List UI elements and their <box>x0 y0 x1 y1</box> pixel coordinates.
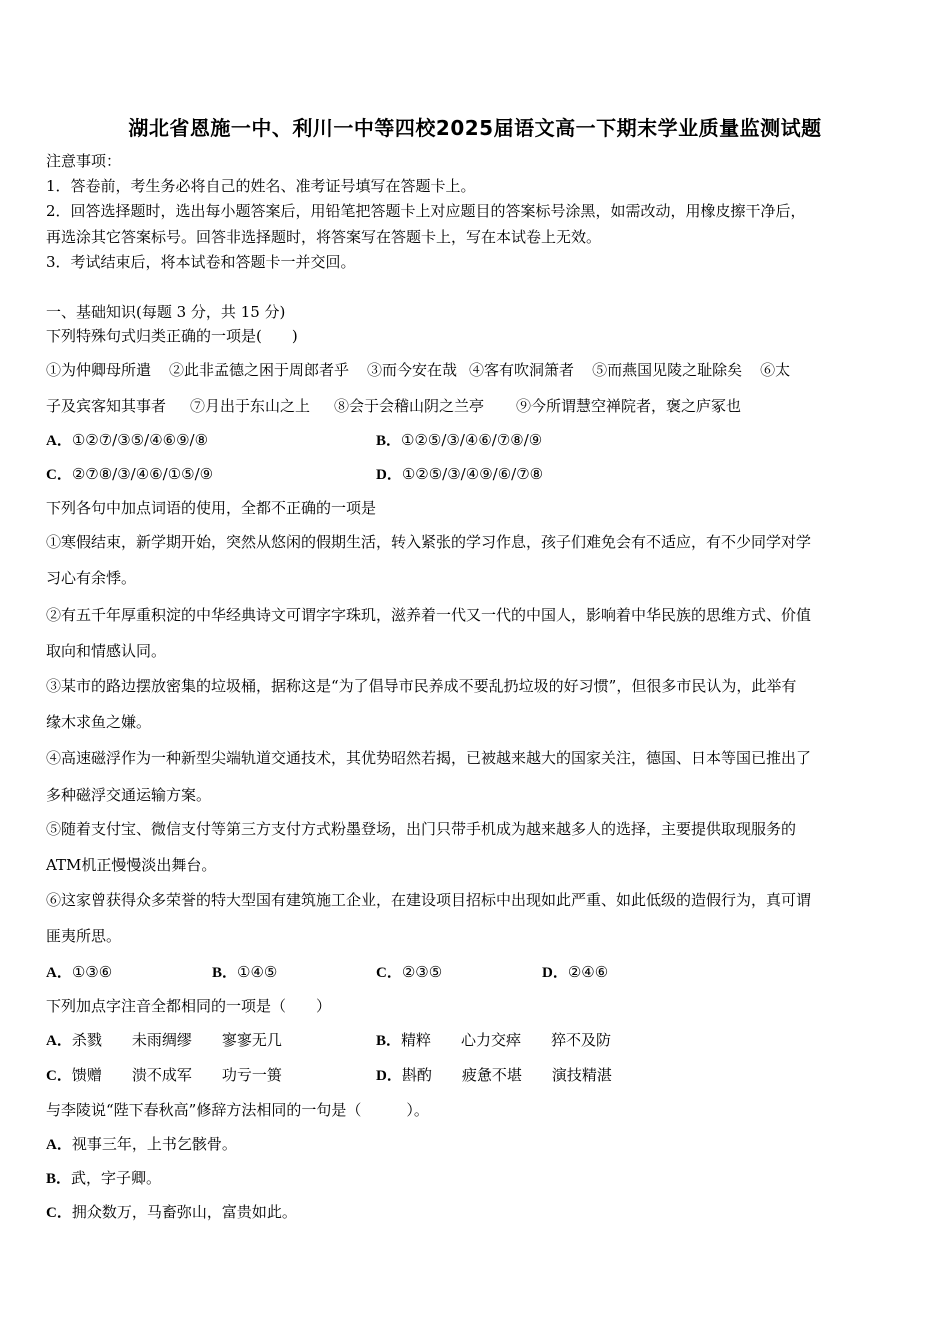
answer-option[interactable] <box>376 464 543 485</box>
section-heading: 一、基础知识(每题 3 分，共 15 分) <box>46 303 286 321</box>
option-text: ①②⑤/③/④⑥/⑦⑧/⑨ <box>401 431 543 449</box>
question-stem: 与李陵说“陛下春秋高”修辞方法相同的一句是（ ）。 <box>46 1101 429 1119</box>
option-text: 武，字子卿。 <box>71 1169 162 1187</box>
question-text-line: 取向和情感认同。 <box>46 642 167 660</box>
answer-option[interactable] <box>46 430 208 451</box>
answer-option[interactable] <box>46 962 112 983</box>
option-label: D． <box>542 965 568 981</box>
question-sentences-line <box>46 396 741 416</box>
answer-option[interactable] <box>542 962 608 983</box>
option-label: D． <box>376 1068 402 1084</box>
option-text: 拥众数万，马畜弥山，富贵如此。 <box>71 1203 297 1221</box>
notice-item: 2．回答选择题时，选出每小题答案后，用铅笔把答题卡上对应题目的答案标号涂黑，如需改动，用橡皮擦干净后， <box>46 202 806 220</box>
answer-option[interactable] <box>376 962 442 983</box>
sentence-item: ⑥太 <box>760 361 791 379</box>
option-label: C． <box>46 1068 72 1084</box>
option-label: A． <box>46 965 72 981</box>
sentence-item: ⑧会于会稽山阴之兰亭 <box>334 397 485 415</box>
question-text-line: 多种磁浮交通运输方案。 <box>46 786 212 804</box>
option-text: ①②⑦/③⑤/④⑥⑨/⑧ <box>71 431 209 449</box>
option-text: ①②⑤/③/④⑨/⑥/⑦⑧ <box>401 465 544 483</box>
option-text: ①③⑥ <box>71 963 113 981</box>
option-label: A． <box>46 433 72 449</box>
option-text: 馈赠 溃不成军 功亏一篑 <box>71 1066 282 1084</box>
option-label: B． <box>46 1171 72 1187</box>
question-stem: 下列各句中加点词语的使用，全都不正确的一项是 <box>46 499 377 517</box>
answer-option[interactable] <box>46 1030 282 1051</box>
option-text: ②④⑥ <box>567 963 609 981</box>
question-text-line: ATM机正慢慢淡出舞台。 <box>46 856 217 874</box>
option-text: ①④⑤ <box>237 963 278 981</box>
question-text-line: ⑤随着支付宝、微信支付等第三方支付方式粉墨登场，出门只带手机成为越来越多人的选择，主要提供取现服务的 <box>46 820 797 838</box>
sentence-item: ⑦月出于东山之上 <box>190 397 311 415</box>
sentence-item: ③而今安在哉 <box>367 361 458 379</box>
sentence-item: ④客有吹洞箫者 <box>469 361 575 379</box>
sentence-item: 子及宾客知其事者 <box>46 397 167 415</box>
answer-option[interactable] <box>212 962 277 983</box>
sentence-item: ⑨今所谓慧空禅院者，褒之庐冢也 <box>516 397 742 415</box>
sentence-item: ①为仲卿母所遣 <box>46 361 152 379</box>
question-stem: 下列特殊句式归类正确的一项是( ) <box>46 327 298 345</box>
option-text: 精粹 心力交瘁 猝不及防 <box>401 1031 612 1049</box>
answer-option[interactable] <box>46 1065 282 1086</box>
option-text: ②⑦⑧/③/④⑥/①⑤/⑨ <box>71 465 214 483</box>
option-label: B． <box>212 965 238 981</box>
question-text-line: 缘木求鱼之嫌。 <box>46 713 152 731</box>
question-text-line: ①寒假结束，新学期开始，突然从悠闲的假期生活，转入紧张的学习作息，孩子们难免会有不适应，有不少同学对学 <box>46 533 812 551</box>
option-label: C． <box>376 965 402 981</box>
page-title: 湖北省恩施一中、利川一中等四校2025届语文高一下期末学业质量监测试题 <box>128 116 822 140</box>
question-text-line: ④高速磁浮作为一种新型尖端轨道交通技术，其优势昭然若揭，已被越来越大的国家关注，德国、日本等国已推出了 <box>46 749 812 767</box>
option-label: D． <box>376 467 402 483</box>
option-text: 视事三年，上书乞骸骨。 <box>71 1135 237 1153</box>
option-label: B． <box>376 433 402 449</box>
option-text: 杀戮 未雨绸缪 寥寥无几 <box>71 1031 282 1049</box>
question-text-line: ③某市的路边摆放密集的垃圾桶，据称这是“为了倡导市民养成不要乱扔垃圾的好习惯”，但很多市民认为，此举有 <box>46 677 797 695</box>
question-stem: 下列加点字注音全都相同的一项是（ ） <box>46 997 332 1015</box>
option-label: A． <box>46 1033 72 1049</box>
answer-option[interactable] <box>46 464 213 485</box>
answer-option[interactable] <box>376 1030 611 1051</box>
answer-option[interactable] <box>46 1202 297 1223</box>
question-text-line: ⑥这家曾获得众多荣誉的特大型国有建筑施工企业，在建设项目招标中出现如此严重、如此低级的造假行为，真可谓 <box>46 891 812 909</box>
notice-heading: 注意事项： <box>46 152 122 170</box>
sentence-item: ⑤而燕国见陵之耻除矣 <box>592 361 743 379</box>
option-text: 斟酌 疲惫不堪 演技精湛 <box>401 1066 612 1084</box>
answer-option[interactable] <box>46 1168 161 1189</box>
option-label: C． <box>46 467 72 483</box>
answer-option[interactable] <box>376 430 542 451</box>
option-label: C． <box>46 1205 72 1221</box>
question-text-line: ②有五千年厚重积淀的中华经典诗文可谓字字珠玑，滋养着一代又一代的中国人，影响着中华民族的思维方式、价值 <box>46 606 812 624</box>
question-text-line: 习心有余悸。 <box>46 569 137 587</box>
option-text: ②③⑤ <box>401 963 443 981</box>
answer-option[interactable] <box>46 1134 237 1155</box>
option-label: B． <box>376 1033 402 1049</box>
question-sentences-line <box>46 360 790 380</box>
sentence-item: ②此非孟德之困于周郎者乎 <box>169 361 350 379</box>
option-label: A． <box>46 1137 72 1153</box>
notice-item: 1．答卷前，考生务必将自己的姓名、准考证号填写在答题卡上。 <box>46 177 476 195</box>
notice-item: 再选涂其它答案标号。回答非选择题时，将答案写在答题卡上，写在本试卷上无效。 <box>46 228 602 246</box>
answer-option[interactable] <box>376 1065 612 1086</box>
notice-item: 3．考试结束后，将本试卷和答题卡一并交回。 <box>46 253 356 271</box>
question-text-line: 匪夷所思。 <box>46 927 122 945</box>
